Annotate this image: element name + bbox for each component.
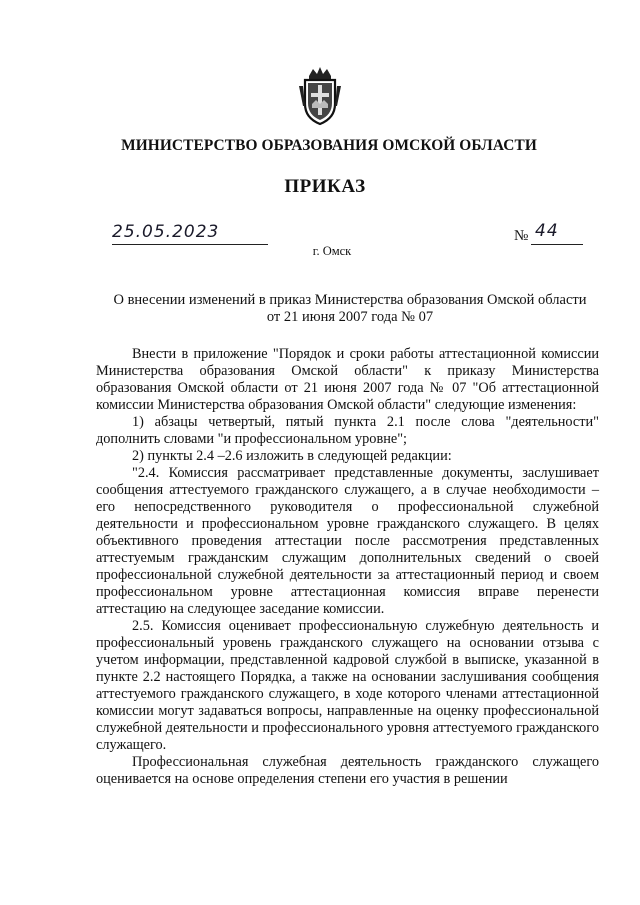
ministry-title: МИНИСТЕРСТВО ОБРАЗОВАНИЯ ОМСКОЙ ОБЛАСТИ [121,137,537,154]
body-paragraph: "2.4. Комиссия рассматривает представленные документы, заслушивает сообщения аттестуемого гражданского служащего, а в случае необходимости – его непосредственного руководителя о профессиональной служебной деятельности и профессиональном уровне гражданского служащего. В целях объективного проведения аттестации после рассмотрения представленных аттестуемым гражданским служащим дополнительных сведений о своей профессиональной служебной деятельности за аттестационный период и своем профессиональном уровне аттестационная комиссия вправе перенести аттестацию на следующее заседание комиссии. [96,465,599,617]
document-type: ПРИКАЗ [284,176,366,197]
city: г. Омск [312,244,352,258]
body-paragraph: Внести в приложение "Порядок и сроки работы аттестационной комиссии Министерства образования Омской области" к приказу Министерства образования Омской области от 21 июня 2007 года № 07 "Об аттестационной комиссии Министерства образования Омской области" следующие изменения: [96,346,599,413]
subject-line-2: от 21 июня 2007 года № 07 [266,309,434,325]
coat-of-arms-icon [297,66,343,126]
subject-line-1: О внесении изменений в приказ Министерства образования Омской области [113,292,587,308]
order-subject [90,292,610,326]
handwritten-date: 25.05.2023 [112,222,220,242]
date-field [112,222,268,245]
number-field [531,222,583,245]
handwritten-number: 44 [535,221,559,241]
number-label: № [514,228,529,244]
body-paragraph: 1) абзацы четвертый, пятый пункта 2.1 после слова "деятельности" дополнить словами "и профессиональном уровне"; [96,414,599,447]
body-paragraph: 2) пункты 2.4 –2.6 изложить в следующей редакции: [132,448,452,464]
body-paragraph: Профессиональная служебная деятельность гражданского служащего оценивается на основе определения степени его участия в решении [96,754,599,787]
order-body [96,346,599,788]
body-paragraph: 2.5. Комиссия оценивает профессиональную служебную деятельность и профессиональный уровень гражданского служащего на основании отзыва с учетом информации, представленной кадровой службой в выписке, указанной в пункте 2.2 настоящего Порядка, а также на основании заслушивания сообщения аттестуемого гражданского служащего, в ходе которого членами аттестационной комиссии могут задаваться вопросы, направленные на оценку профессиональной служебной деятельности и профессионального уровня аттестуемого гражданского служащего. [96,618,599,753]
